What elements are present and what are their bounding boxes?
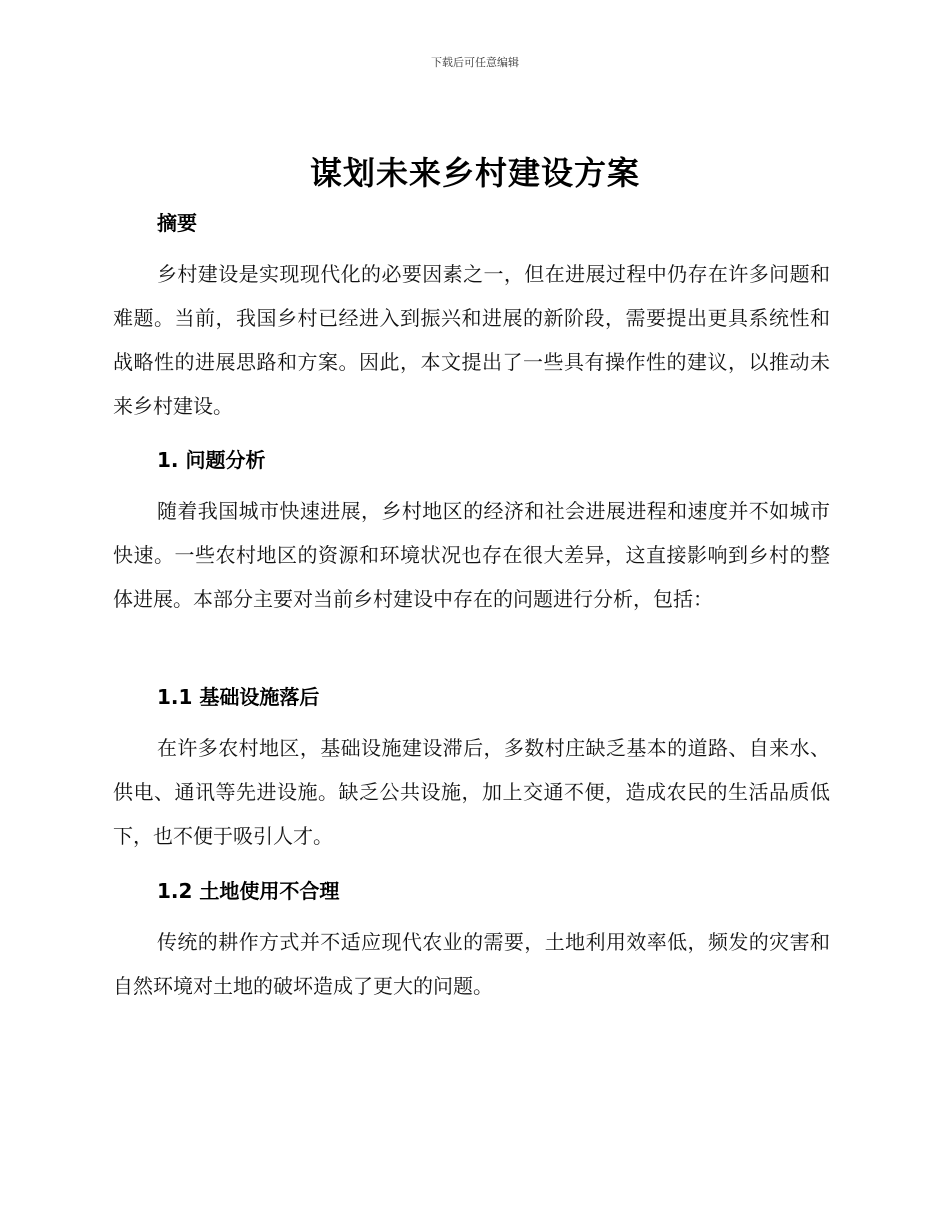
section-body-infrastructure: 在许多农村地区，基础设施建设滞后，多数村庄缺乏基本的道路、自来水、供电、通讯等先进设施。缺乏公共设施，加上交通不便，造成农民的生活品质低下，也不便于吸引人才。	[113, 736, 830, 848]
section-body-problem-analysis: 随着我国城市快速进展，乡村地区的经济和社会进展进程和速度并不如城市快速。一些农村地区的资源和环境状况也存在很大差异，这直接影响到乡村的整体进展。本部分主要对当前乡村建设中存在的问题进行分析，包括：	[113, 499, 830, 611]
header-note: 下载后可任意编辑	[431, 56, 519, 69]
section-body-land-use: 传统的耕作方式并不适应现代农业的需要，土地利用效率低，频发的灾害和自然环境对土地的破坏造成了更大的问题。	[113, 930, 830, 998]
section-heading-problem-analysis: 1. 问题分析	[157, 448, 266, 472]
document-title: 谋划未来乡村建设方案	[309, 154, 640, 192]
section-heading-abstract: 摘要	[157, 211, 197, 235]
section-heading-land-use: 1.2 土地使用不合理	[157, 879, 340, 903]
section-body-abstract: 乡村建设是实现现代化的必要因素之一，但在进展过程中仍存在许多问题和难题。当前，我国乡村已经进入到振兴和进展的新阶段，需要提出更具系统性和战略性的进展思路和方案。因此，本文提出了一些具有操作性的建议，以推动未来乡村建设。	[113, 262, 830, 418]
section-heading-infrastructure: 1.1 基础设施落后	[157, 685, 320, 709]
